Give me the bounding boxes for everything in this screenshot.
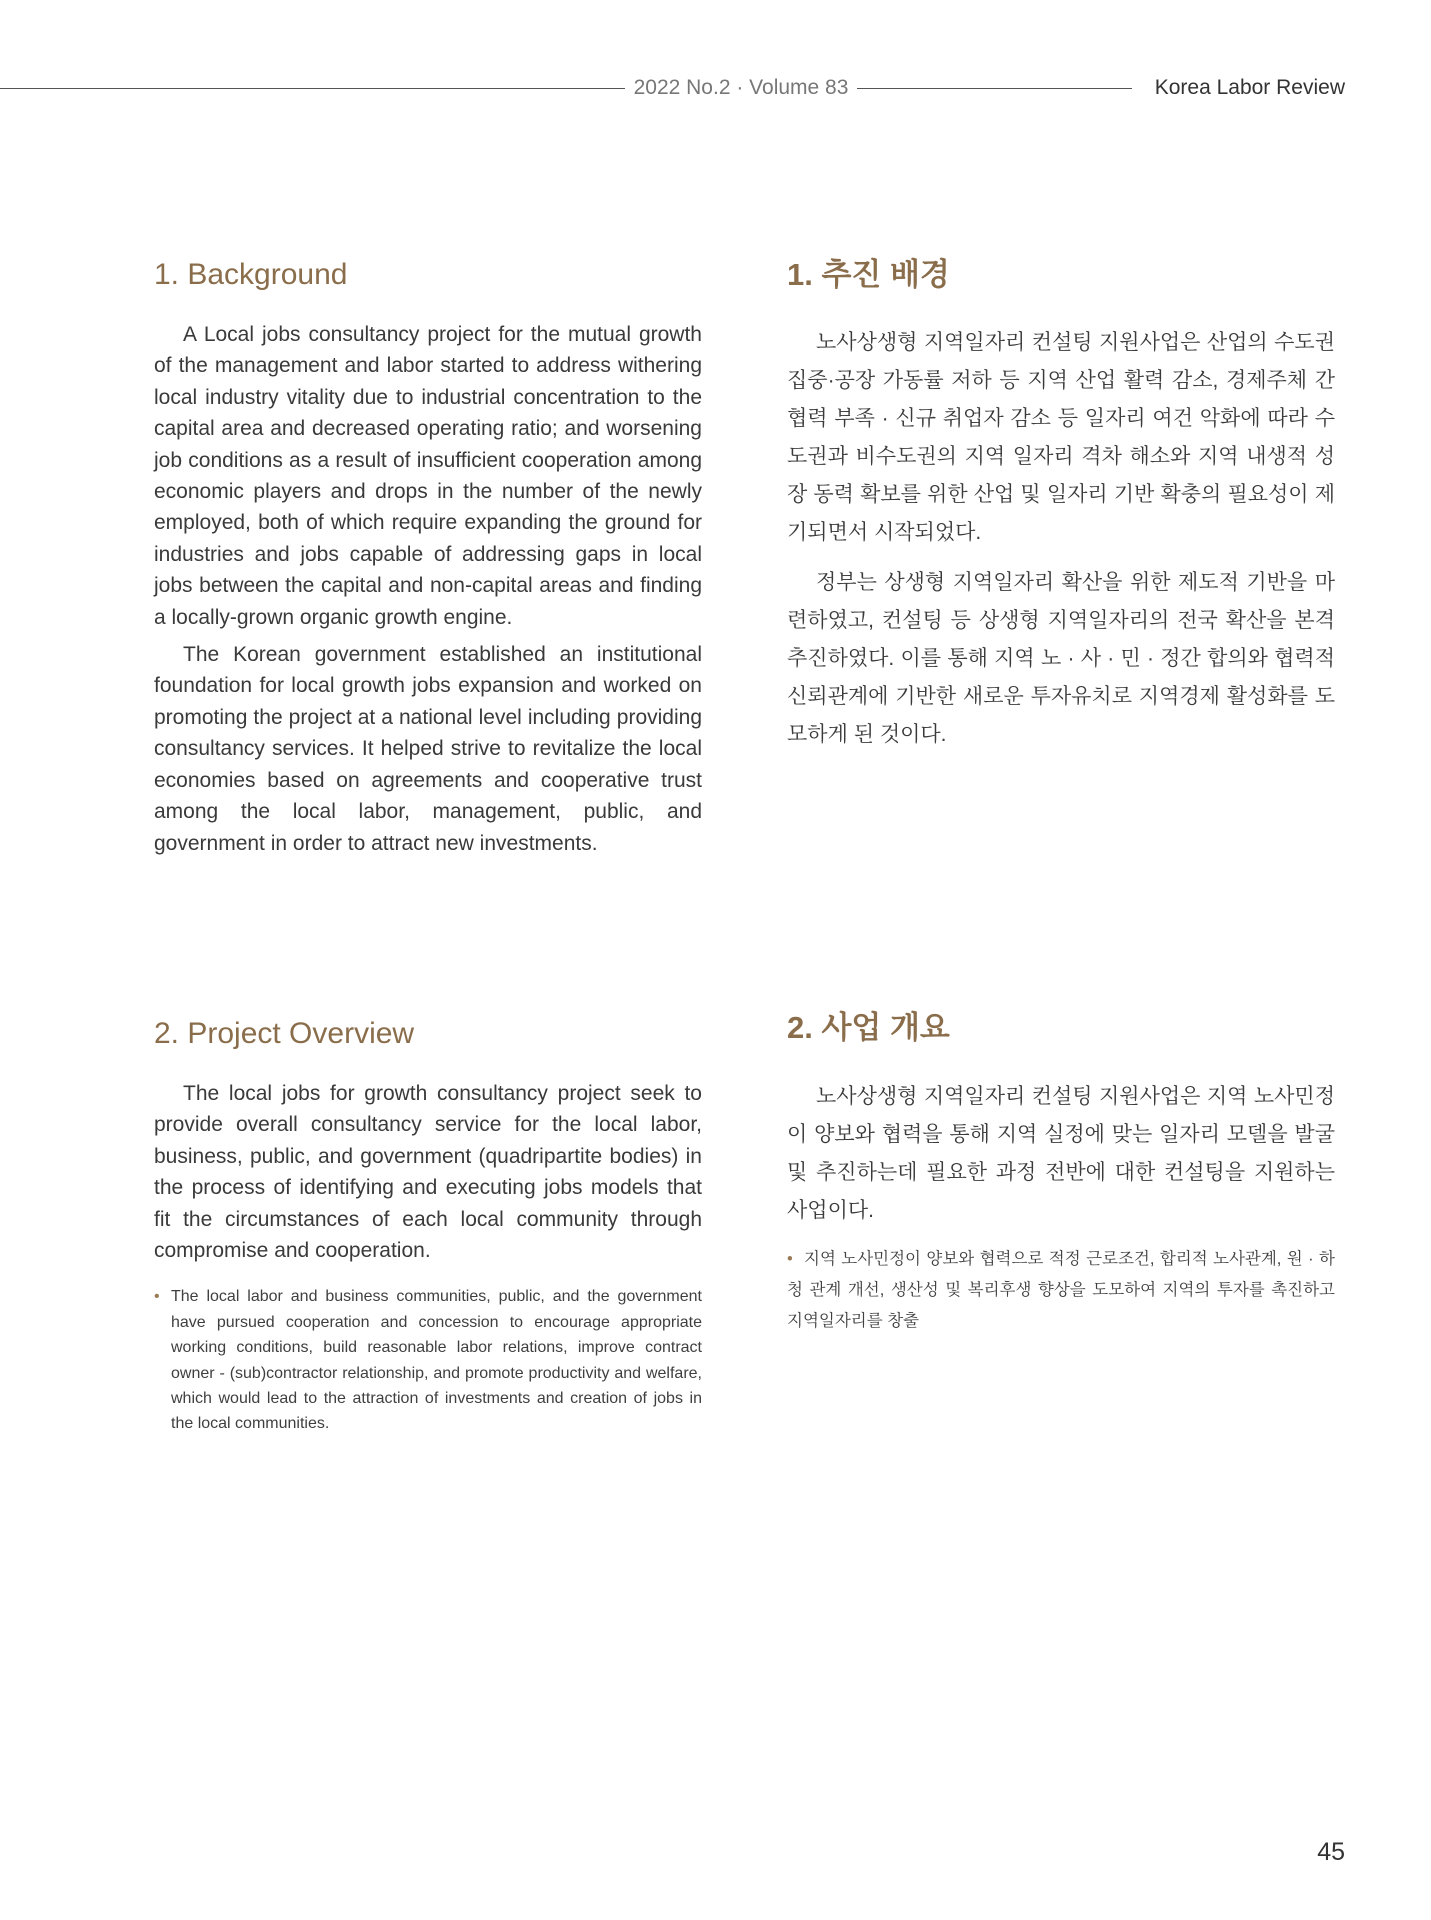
ko-section-project-overview: [787, 1008, 1335, 1337]
ko-section-title: 1. 추진 배경: [787, 257, 950, 292]
en-note: [154, 1284, 702, 1436]
en-section-project-overview: [154, 1014, 702, 1437]
journal-title: Korea Labor Review: [1154, 76, 1345, 99]
en-section-title: 1. Background: [154, 258, 348, 291]
en-paragraph: The local jobs for growth consultancy project seek to provide overall consultancy service for the local labor, business, public, and government (quadripartite bodies) in the process of identifying and executing jobs models that fit the circumstances of each local community through compromise and cooperation.: [154, 1082, 702, 1263]
bullet-dot-icon: •: [787, 1250, 793, 1268]
ko-paragraph: 정부는 상생형 지역일자리 확산을 위한 제도적 기반을 마련하였고, 컨설팅 등 상생형 지역일자리의 전국 확산을 본격 추진하였다. 이를 통해 지역 노 · 사 · 민 · 정간 합의와 협력적 신뢰관계에 기반한 새로운 투자유치로 지역경제 활성화를 도모하게 된 것이다.: [787, 571, 1335, 746]
header-rule-right: [857, 88, 1132, 89]
ko-section-title: 2. 사업 개요: [787, 1010, 950, 1045]
ko-note: [787, 1244, 1335, 1337]
ko-section-background: [787, 255, 1335, 754]
running-header: [0, 72, 1345, 104]
ko-note-text: 지역 노사민정이 양보와 협력으로 적정 근로조건, 합리적 노사관계, 원 · 하청 관계 개선, 생산성 및 복리후생 향상을 도모하여 지역의 투자를 촉진하고 지역일자리를 창출: [787, 1250, 1335, 1330]
en-note-text: The local labor and business communities, public, and the government have pursued cooperation and concession to encourage appropriate working conditions, build reasonable labor relations, improve contract owner - (sub)contractor relationship, and promote productivity and welfare, which would lead to the attraction of investments and creation of jobs in the local communities.: [171, 1288, 702, 1433]
en-paragraph: The Korean government established an institutional foundation for local growth jobs expansion and worked on promoting the project at a national level including providing consultancy services. It helped strive to revitalize the local economies based on agreements and cooperative trust among the local labor, management, public, and government in order to attract new investments.: [154, 643, 702, 855]
ko-paragraph: 노사상생형 지역일자리 컨설팅 지원사업은 산업의 수도권 집중·공장 가동률 저하 등 지역 산업 활력 감소, 경제주체 간 협력 부족 · 신규 취업자 감소 등 일자리 여건 악화에 따라 수도권과 비수도권의 지역 일자리 격차 해소와 지역 내생적 성장 동력 확보를 위한 산업 및 일자리 기반 확충의 필요성이 제기되면서 시작되었다.: [787, 331, 1335, 544]
bullet-dot-icon: •: [154, 1288, 160, 1306]
en-paragraph: A Local jobs consultancy project for the mutual growth of the management and labor started to address withering local industry vitality due to industrial concentration to the capital area and decreased operating ratio; and worsening job conditions as a result of insufficient cooperation among economic players and drops in the number of the newly employed, both of which require expanding the ground for industries and jobs capable of addressing gaps in local jobs between the capital and non-capital areas and finding a locally-grown organic growth engine.: [154, 323, 702, 629]
en-section-background: [154, 255, 702, 859]
header-rule-left: [0, 88, 625, 89]
page-number: 45: [1317, 1838, 1345, 1866]
issue-label: 2022 No.2 · Volume 83: [633, 76, 849, 99]
ko-paragraph: 노사상생형 지역일자리 컨설팅 지원사업은 지역 노사민정이 양보와 협력을 통해 지역 실정에 맞는 일자리 모델을 발굴 및 추진하는데 필요한 과정 전반에 대한 컨설팅을 지원하는 사업이다.: [787, 1085, 1335, 1222]
en-section-title: 2. Project Overview: [154, 1017, 415, 1050]
